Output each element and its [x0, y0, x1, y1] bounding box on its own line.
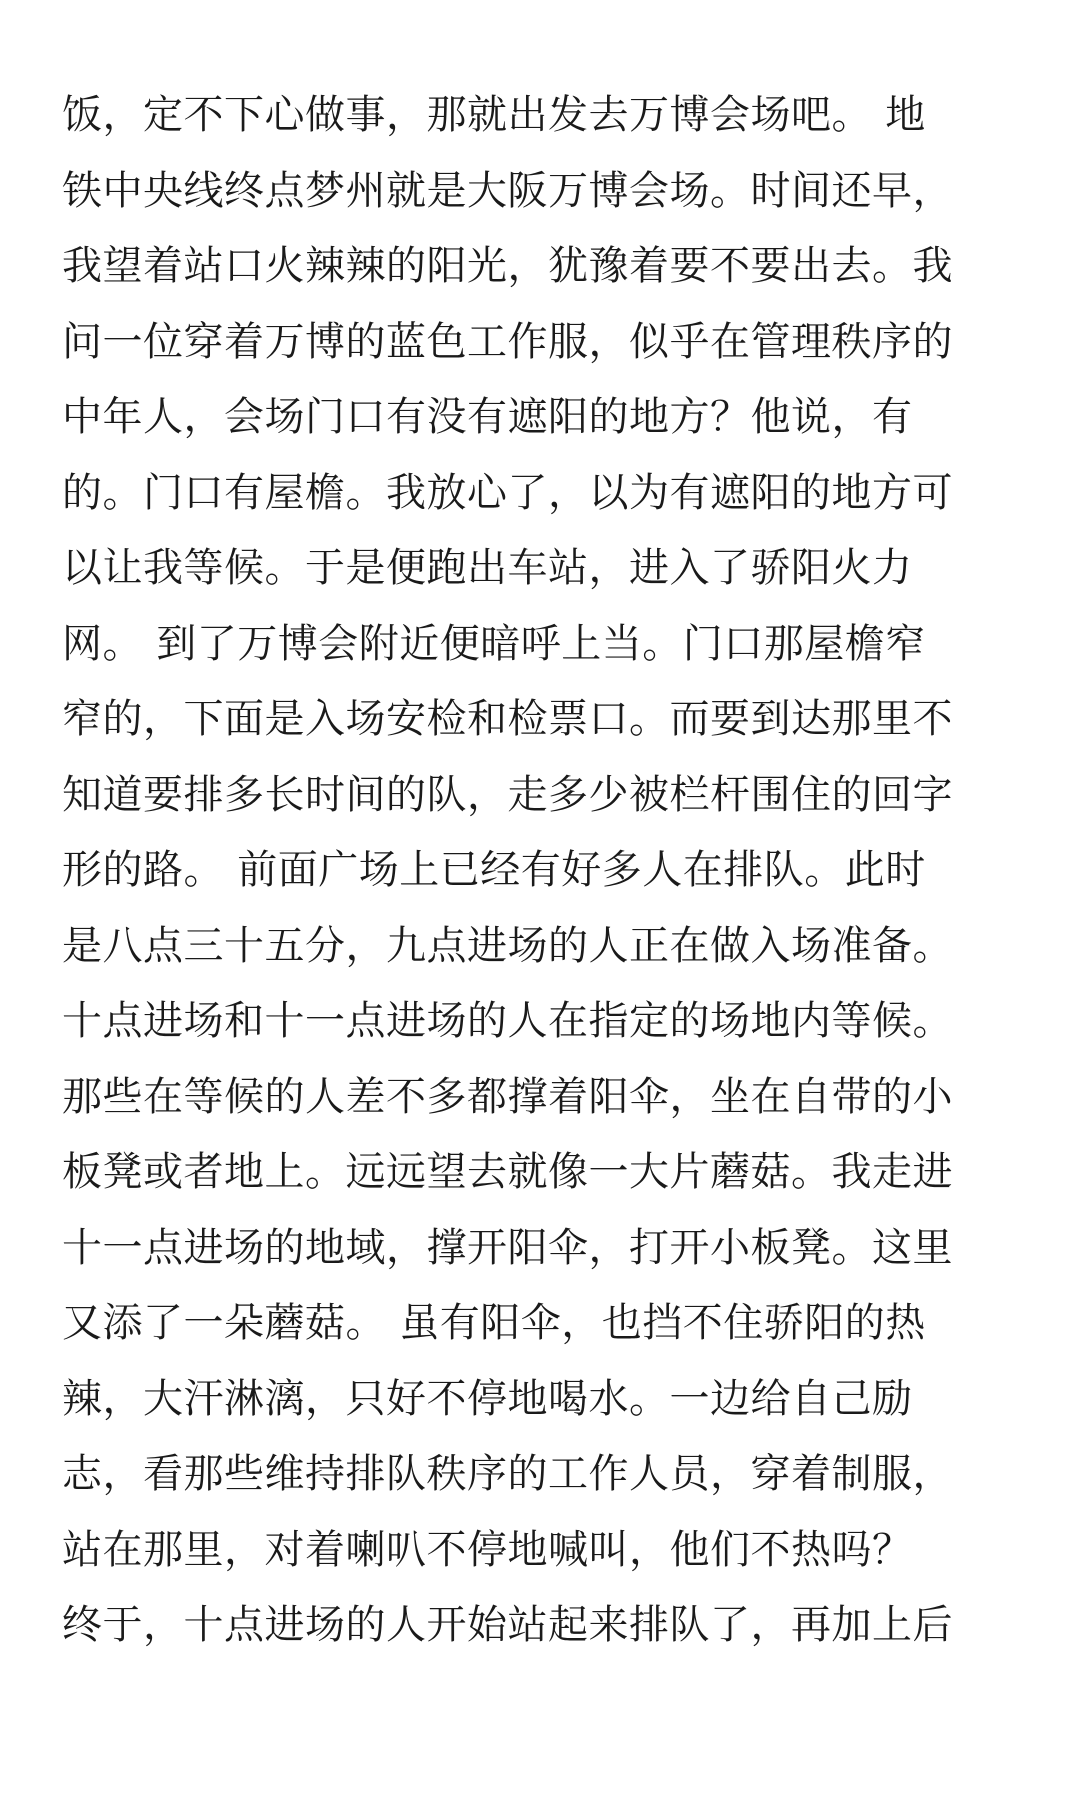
text-line: 板凳或者地上。远远望去就像一大片蘑菇。我走进: [62, 1149, 953, 1195]
text-line: 形的路。 前面广场上已经有好多人在排队。此时: [62, 847, 926, 893]
text-line: 以让我等候。于是便跑出车站，进入了骄阳火力: [62, 545, 913, 591]
text-line: 窄的，下面是入场安检和检票口。而要到达那里不: [62, 696, 953, 742]
text-line: 志，看那些维持排队秩序的工作人员，穿着制服，: [62, 1451, 953, 1497]
text-line: 那些在等候的人差不多都撑着阳伞，坐在自带的小: [62, 1073, 953, 1120]
text-line: 问一位穿着万博的蓝色工作服，似乎在管理秩序的: [62, 318, 953, 365]
text-line: 站在那里，对着喇叭不停地喊叫，他们不热吗？: [62, 1526, 913, 1573]
text-line: 饭，定不下心做事，那就出发去万博会场吧。 地: [62, 92, 926, 138]
text-line: 铁中央线终点梦州就是大阪万博会场。时间还早，: [62, 167, 953, 214]
text-line: 终于，十点进场的人开始站起来排队了，再加上后: [62, 1602, 953, 1648]
text-line: 是八点三十五分，九点进场的人正在做入场准备。: [62, 922, 953, 969]
text-line: 的。门口有屋檐。我放心了，以为有遮阳的地方可: [62, 469, 953, 516]
text-line: 我望着站口火辣辣的阳光，犹豫着要不要出去。我: [62, 243, 953, 289]
text-line: 辣，大汗淋漓，只好不停地喝水。一边给自己励: [62, 1375, 913, 1422]
text-line: 网。 到了万博会附近便暗呼上当。门口那屋檐窄: [62, 620, 926, 667]
text-line: 十点进场和十一点进场的人在指定的场地内等候。: [62, 998, 953, 1044]
text-line: 十一点进场的地域，撑开阳伞，打开小板凳。这里: [62, 1224, 953, 1271]
text-line: 知道要排多长时间的队，走多少被栏杆围住的回字: [62, 771, 953, 818]
text-line: 中年人，会场门口有没有遮阳的地方？他说，有: [62, 394, 913, 440]
text-line: 又添了一朵蘑菇。 虽有阳伞，也挡不住骄阳的热: [62, 1300, 926, 1346]
article-body: [62, 78, 1032, 1664]
